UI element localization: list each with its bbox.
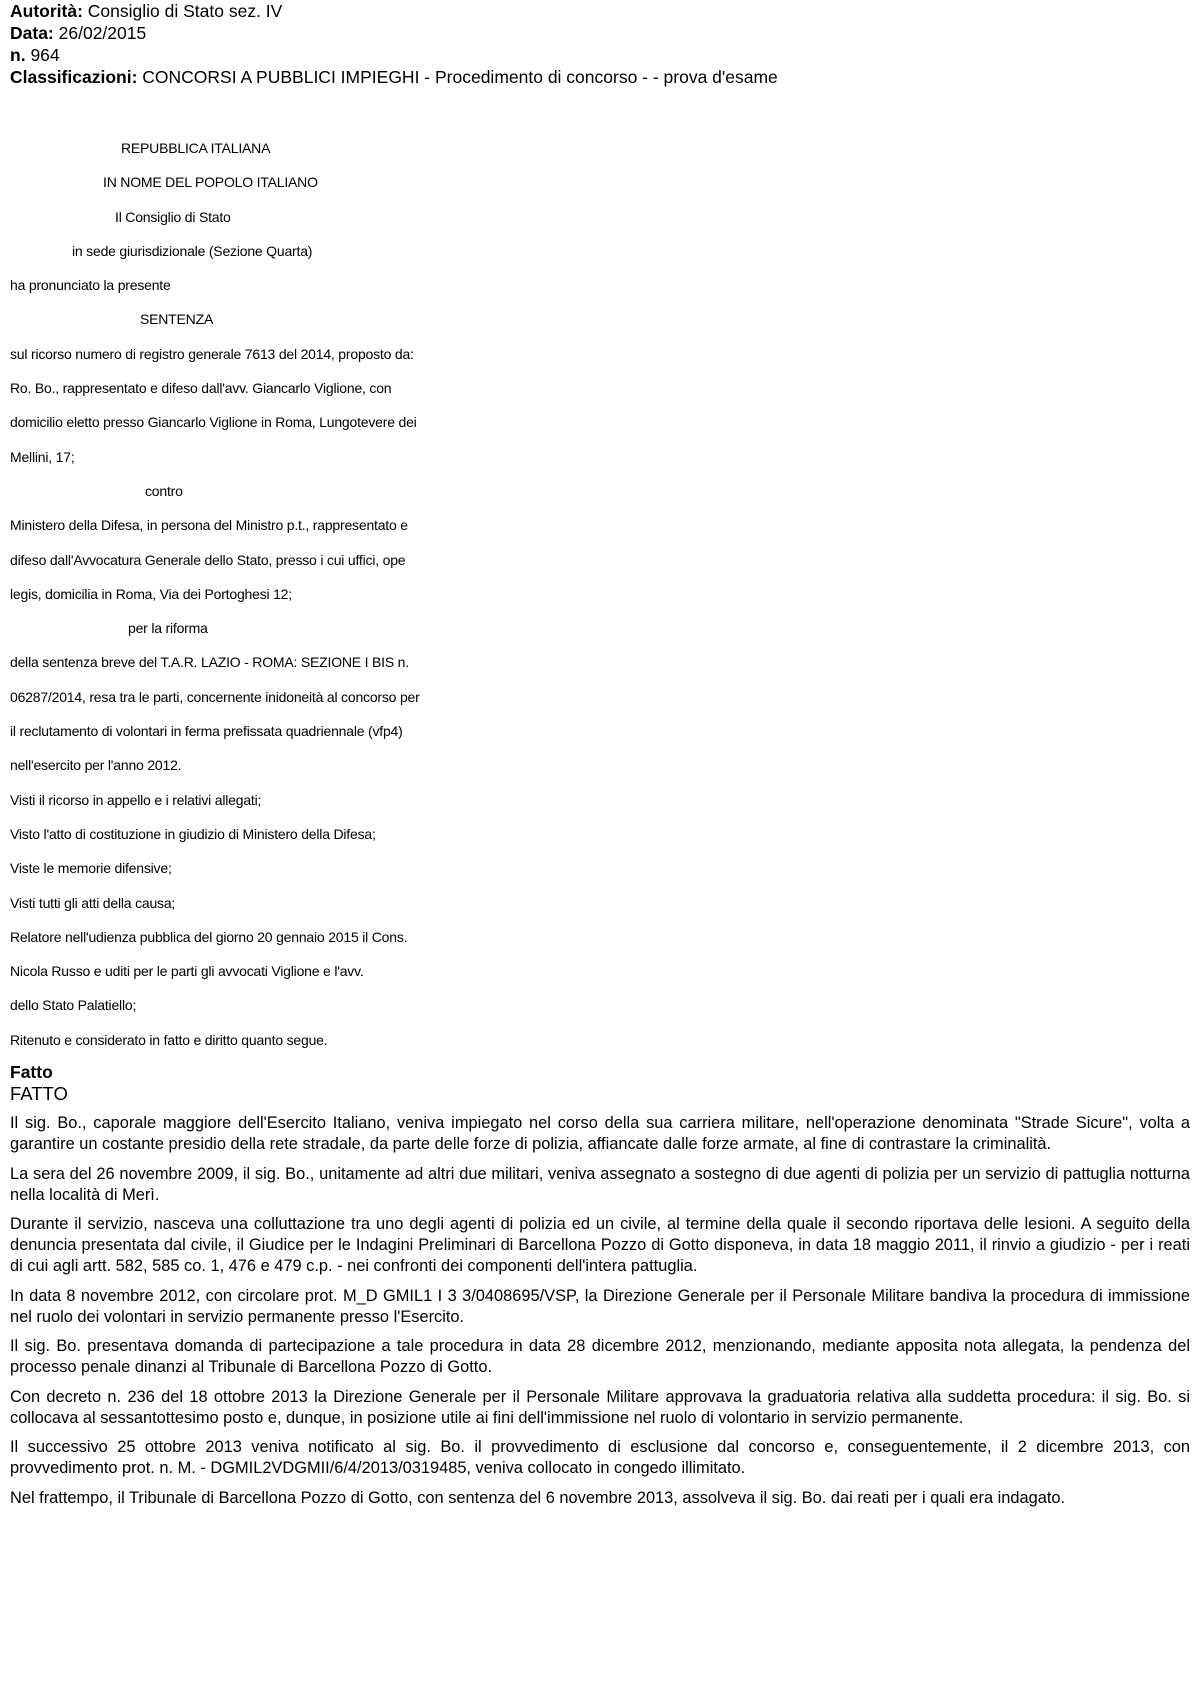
meta-autorita	[10, 0, 1190, 22]
preamble-line: REPUBBLICA ITALIANA	[121, 140, 271, 156]
fatto-body	[10, 1113, 1190, 1509]
section-subtitle-fatto: FATTO	[10, 1083, 68, 1105]
preamble-line: contro	[145, 482, 183, 499]
meta-numero-value: 964	[30, 45, 60, 65]
preamble-line: Visti tutti gli atti della causa;	[10, 894, 176, 911]
fatto-paragraph: Il sig. Bo., caporale maggiore dell'Esercito Italiano, veniva impiegato nel corso della sua carriera militare, nell'operazione denominata "Strade Sicure", volta a garantire un costante presidio della rete stradale, da parte delle forze di polizia, affiancate dalle forze armate, al fine di contrastare la criminalità.	[10, 1114, 1190, 1154]
preamble-line: Mellini, 17;	[10, 448, 75, 465]
meta-numero-label: n.	[10, 45, 26, 65]
section-title-fatto: Fatto	[10, 1062, 53, 1083]
preamble-line: Ritenuto e considerato in fatto e diritto quanto segue.	[10, 1031, 328, 1048]
preamble-line: dello Stato Palatiello;	[10, 997, 137, 1014]
document-page	[10, 0, 1190, 1517]
preamble-line: legis, domicilia in Roma, Via dei Portoghesi 12;	[10, 585, 292, 602]
preamble-line: Nicola Russo e uditi per le parti gli avvocati Viglione e l'avv.	[10, 963, 364, 980]
preamble-line: Visto l'atto di costituzione in giudizio di Ministero della Difesa;	[10, 825, 376, 842]
preamble-line: domicilio eletto presso Giancarlo Viglione in Roma, Lungotevere dei	[10, 414, 417, 431]
fatto-paragraph: Con decreto n. 236 del 18 ottobre 2013 la Direzione Generale per il Personale Militare approvava la graduatoria relativa alla suddetta procedura: il sig. Bo. si collocava al sessantottesimo posto e, dunque, in posizione utile ai fini dell'immissione nel ruolo di volontario in servizio permanente.	[10, 1387, 1190, 1427]
preamble-line: IN NOME DEL POPOLO ITALIANO	[103, 174, 318, 191]
fatto-paragraph: In data 8 novembre 2012, con circolare prot. M_D GMIL1 I 3 3/0408695/VSP, la Direzione Generale per il Personale Militare bandiva la procedura di immissione nel ruolo dei volontari in servizio permanente presso l'Esercito.	[10, 1286, 1190, 1326]
preamble-line: per la riforma	[128, 620, 208, 637]
preamble-line: SENTENZA	[140, 311, 214, 328]
preamble-line: ha pronunciato la presente	[10, 277, 171, 294]
preamble-line: Relatore nell'udienza pubblica del giorno 20 gennaio 2015 il Cons.	[10, 928, 408, 945]
preamble-line: della sentenza breve del T.A.R. LAZIO - ROMA: SEZIONE I BIS n.	[10, 654, 409, 671]
preamble-line: il reclutamento di volontari in ferma prefissata quadriennale (vfp4)	[10, 723, 403, 740]
preamble-line: difeso dall'Avvocatura Generale dello Stato, presso i cui uffici, ope	[10, 551, 406, 568]
preamble-line: nell'esercito per l'anno 2012.	[10, 757, 182, 774]
fatto-paragraph: Il sig. Bo. presentava domanda di partecipazione a tale procedura in data 28 dicembre 2012, menzionando, mediante apposita nota allegata, la pendenza del processo penale dinanzi al Tribunale di Barcellona Pozzo di Gotto.	[10, 1337, 1190, 1377]
fatto-paragraph: La sera del 26 novembre 2009, il sig. Bo., unitamente ad altri due militari, veniva assegnato a sostegno di due agenti di polizia per un servizio di pattuglia notturna nella località di Merì.	[10, 1164, 1190, 1204]
meta-data-label: Data:	[10, 23, 54, 43]
preamble-line: Ministero della Difesa, in persona del Ministro p.t., rappresentato e	[10, 517, 408, 534]
preamble-line: sul ricorso numero di registro generale 7613 del 2014, proposto da:	[10, 345, 414, 362]
sentence-preamble	[10, 131, 1190, 1057]
preamble-line: Ro. Bo., rappresentato e difeso dall'avv. Giancarlo Viglione, con	[10, 380, 392, 397]
meta-autorita-label: Autorità:	[10, 1, 83, 21]
meta-data	[10, 22, 1190, 44]
meta-classificazioni-value: CONCORSI A PUBBLICI IMPIEGHI - Procedimento di concorso - - prova d'esame	[142, 67, 778, 87]
meta-autorita-value: Consiglio di Stato sez. IV	[87, 1, 283, 21]
meta-data-value: 26/02/2015	[58, 23, 147, 43]
fatto-paragraph: Durante il servizio, nasceva una colluttazione tra uno degli agenti di polizia ed un civile, al termine della quale il secondo riportava delle lesioni. A seguito della denuncia presentata dal civile, il Giudice per le Indagini Preliminari di Barcellona Pozzo di Gotto disponeva, in data 18 maggio 2011, il rinvio a giudizio - per i reati di cui agli artt. 582, 585 co. 1, 476 e 479 c.p. - nei confronti dei componenti dell'intera pattuglia.	[10, 1215, 1190, 1276]
fatto-paragraph: Il successivo 25 ottobre 2013 veniva notificato al sig. Bo. il provvedimento di esclusione dal concorso e, conseguentemente, il 2 dicembre 2013, con provvedimento prot. n. M. - DGMIL2VDGMII/6/4/2013/0319485, veniva collocato in congedo illimitato.	[10, 1438, 1190, 1478]
preamble-line: Viste le memorie difensive;	[10, 860, 172, 877]
preamble-line: Visti il ricorso in appello e i relativi allegati;	[10, 791, 262, 808]
preamble-line: in sede giurisdizionale (Sezione Quarta)	[72, 242, 313, 259]
fatto-paragraph: Nel frattempo, il Tribunale di Barcellona Pozzo di Gotto, con sentenza del 6 novembre 2013, assolveva il sig. Bo. dai reati per i quali era indagato.	[10, 1488, 1066, 1507]
meta-classificazioni	[10, 66, 1190, 88]
preamble-line: Il Consiglio di Stato	[115, 208, 231, 225]
meta-classificazioni-label: Classificazioni:	[10, 67, 138, 87]
preamble-line: 06287/2014, resa tra le parti, concernente inidoneità al concorso per	[10, 688, 420, 705]
meta-numero	[10, 44, 1190, 66]
